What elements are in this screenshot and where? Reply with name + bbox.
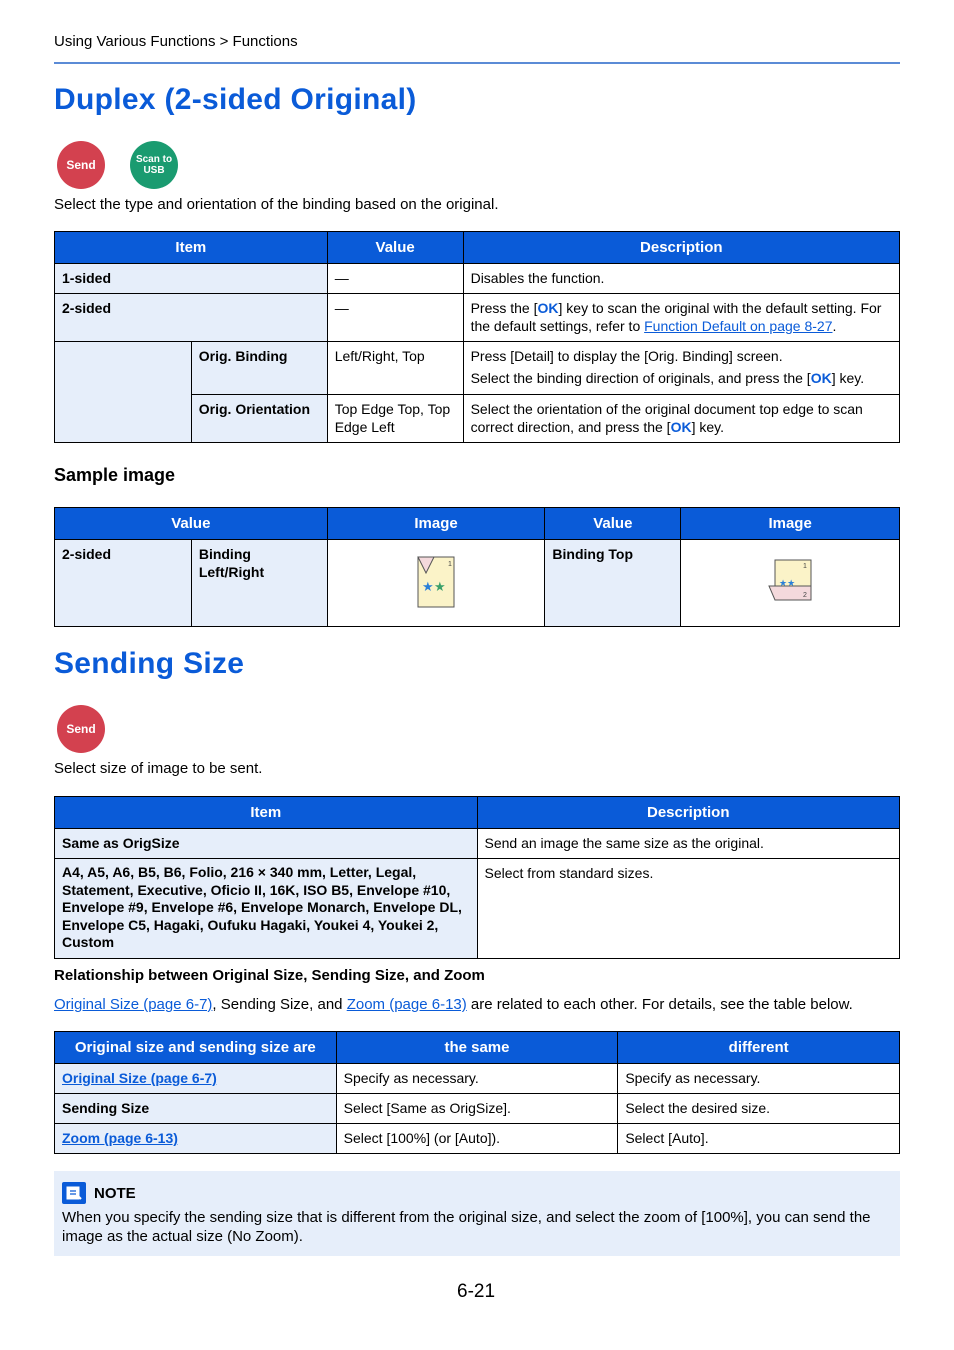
ok-key: OK — [537, 300, 559, 316]
col-header-value: Value — [55, 508, 328, 540]
col-header-description: Description — [463, 232, 899, 264]
value-cell: — — [327, 264, 463, 294]
ok-key: OK — [670, 419, 692, 435]
send-badge: Send — [57, 705, 105, 753]
table-row — [55, 829, 900, 859]
item-cell: Orig. Orientation — [191, 395, 327, 443]
value-cell: Binding Left/Right — [191, 540, 327, 627]
item-cell: 2-sided — [55, 294, 328, 342]
item-cell: Same as OrigSize — [55, 829, 478, 859]
col-header-item: Item — [55, 797, 478, 829]
different-cell: Specify as necessary. — [618, 1064, 900, 1094]
item-cell — [55, 1064, 337, 1094]
col-header-relationship: Original size and sending size are — [55, 1032, 337, 1064]
function-default-link[interactable]: Function Default on page 8-27 — [644, 318, 833, 334]
desc-line: Press [Detail] to display the [Orig. Binding] screen. — [470, 348, 783, 364]
same-cell: Specify as necessary. — [336, 1064, 618, 1094]
original-size-link[interactable]: Original Size (page 6-7) — [54, 996, 213, 1013]
table-row — [55, 264, 900, 294]
desc-text: Select the binding direction of originals, and press the [ — [470, 370, 811, 386]
note-header — [62, 1181, 892, 1205]
relationship-text-part: are related to each other. For details, see the table below. — [466, 996, 853, 1013]
sending-size-title: Sending Size — [54, 647, 245, 680]
col-header-value: Value — [545, 508, 681, 540]
table-row — [55, 294, 900, 342]
description-cell: Disables the function. — [463, 264, 899, 294]
same-cell: Select [100%] (or [Auto]). — [336, 1124, 618, 1154]
col-header-description: Description — [477, 797, 900, 829]
relationship-text — [54, 996, 853, 1013]
value-cell: Top Edge Top, Top Edge Left — [327, 395, 463, 443]
scan-to-usb-badge — [130, 141, 178, 189]
page-number-label: 1 — [803, 562, 808, 570]
table-row — [55, 1094, 900, 1124]
binding-top-illustration — [765, 556, 815, 606]
binding-left-right-illustration — [414, 551, 458, 611]
relationship-text-part: , Sending Size, and — [212, 996, 347, 1013]
page-number-label: 2 — [803, 591, 808, 599]
col-header-same: the same — [336, 1032, 618, 1064]
desc-text: . — [832, 318, 837, 334]
star-icon: ★ — [434, 578, 446, 594]
image-cell — [681, 540, 900, 627]
col-header-value: Value — [327, 232, 463, 264]
description-cell: Select from standard sizes. — [477, 859, 900, 959]
item-cell: A4, A5, A6, B5, B6, Folio, 216 × 340 mm, Letter, Legal, Statement, Executive, Oficio II, 16K, ISO B5, Envelope #10, Envelope #9, Envelope #6, Envelope Monarch, Envelope DL, Envelope C5, Hagaki, Oufuku Hagaki, Youkei 4, Youkei 2, Custom — [55, 859, 478, 959]
col-header-different: different — [618, 1032, 900, 1064]
relationship-heading: Relationship between Original Size, Sending Size, and Zoom — [54, 967, 485, 984]
send-badge: Send — [57, 141, 105, 189]
value-cell: 2-sided — [55, 540, 192, 627]
desc-line — [471, 369, 892, 387]
original-size-row-link[interactable]: Original Size (page 6-7) — [62, 1070, 217, 1086]
item-cell: Orig. Binding — [191, 342, 327, 395]
same-cell: Select [Same as OrigSize]. — [336, 1094, 618, 1124]
item-spacer-cell — [55, 342, 192, 443]
table-row — [55, 1124, 900, 1154]
col-header-image: Image — [681, 508, 900, 540]
zoom-row-link[interactable]: Zoom (page 6-13) — [62, 1130, 178, 1146]
star-icon: ★★ — [779, 577, 796, 588]
table-row — [55, 342, 900, 395]
note-label: NOTE — [94, 1184, 136, 1202]
sending-size-intro: Select size of image to be sent. — [54, 760, 263, 777]
item-cell: Sending Size — [55, 1094, 337, 1124]
page-number: 6-21 — [457, 1281, 496, 1302]
table-row — [55, 1064, 900, 1094]
header-rule — [54, 62, 900, 64]
description-cell: Send an image the same size as the original. — [477, 829, 900, 859]
note-icon — [62, 1182, 86, 1204]
description-cell — [463, 294, 899, 342]
star-icon: ★ — [422, 578, 434, 594]
sample-image-heading: Sample image — [54, 465, 176, 485]
zoom-link[interactable]: Zoom (page 6-13) — [346, 996, 467, 1013]
scan-to-usb-label: Scan to USB — [135, 154, 173, 176]
note-text: When you specify the sending size that is different from the original size, and select the zoom of [100%], you can send the image as the actual size (No Zoom). — [62, 1209, 871, 1245]
value-cell: Left/Right, Top — [327, 342, 463, 395]
sample-image-table — [54, 507, 900, 627]
duplex-table — [54, 231, 900, 443]
duplex-title: Duplex (2-sided Original) — [54, 83, 417, 116]
value-cell: Binding Top — [545, 540, 681, 627]
desc-text: ] key. — [831, 370, 865, 386]
duplex-intro: Select the type and orientation of the binding based on the original. — [54, 196, 499, 213]
ok-key: OK — [810, 370, 832, 386]
desc-text: Select the orientation of the original document top edge to scan correct direction, and press the [ — [470, 401, 863, 435]
value-cell: — — [327, 294, 463, 342]
different-cell: Select [Auto]. — [618, 1124, 900, 1154]
breadcrumb: Using Various Functions > Functions — [54, 33, 298, 50]
description-cell — [463, 342, 899, 395]
desc-text: ] key to scan the original with the default setting. For the default settings, refer to — [470, 300, 882, 334]
page-number-label: 1 — [448, 560, 452, 568]
different-cell: Select the desired size. — [618, 1094, 900, 1124]
description-cell — [463, 395, 899, 443]
col-header-image: Image — [327, 508, 545, 540]
image-cell — [327, 540, 545, 627]
sending-size-table — [54, 796, 900, 959]
table-row — [55, 859, 900, 959]
note-box — [54, 1171, 900, 1256]
item-cell — [55, 1124, 337, 1154]
table-row — [55, 540, 900, 627]
desc-text: Press the [ — [470, 300, 538, 316]
col-header-item: Item — [55, 232, 328, 264]
item-cell: 1-sided — [55, 264, 328, 294]
relationship-table — [54, 1031, 900, 1154]
desc-text: ] key. — [691, 419, 724, 435]
